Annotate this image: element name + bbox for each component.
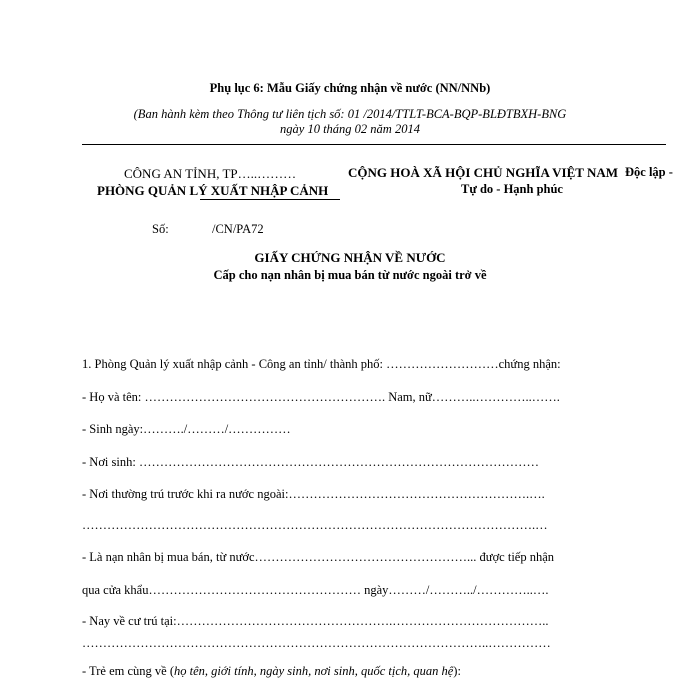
- form-line-permanent-residence: - Nơi thường trú trước khi ra nước ngoài:………………………………………………….….: [82, 487, 545, 501]
- form-line-accompanying-children: [82, 664, 461, 679]
- department-underline: [200, 199, 340, 200]
- national-motto-independence: Độc lập -: [625, 165, 673, 179]
- form-line-full-name: - Họ và tên: …………………………………………………. Nam, nữ………..…………..…….: [82, 390, 560, 404]
- issuing-authority: CÔNG AN TỈNH, TP…..………: [124, 166, 297, 181]
- children-line-suffix: ):: [453, 664, 461, 678]
- document-subtitle-line1: (Ban hành kèm theo Thông tư liên tịch số: 01 /2014/TTLT-BCA-BQP-BLĐTBXH-BNG: [133, 107, 567, 121]
- national-motto: Tự do - Hạnh phúc: [461, 182, 563, 196]
- form-line-birth-date: - Sinh ngày:………./………/……………: [82, 422, 291, 436]
- document-title: Phụ lục 6: Mẫu Giấy chứng nhận về nước (NN/NNb): [209, 81, 491, 95]
- form-line-certifying-office: 1. Phòng Quản lý xuất nhập cảnh - Công an tỉnh/ thành phố: ………………………chứng nhận:: [82, 357, 561, 371]
- form-line-residence-continued: ……………………………………………………………………………………………….…: [82, 518, 548, 532]
- issuing-department: PHÒNG QUẢN LÝ XUẤT NHẬP CẢNH: [97, 183, 329, 198]
- form-line-current-residence-continued: ……………………………………………………………………………………..……………: [82, 636, 551, 650]
- form-line-trafficked-from: - Là nạn nhân bị mua bán, từ nước……………………………………………... được tiếp nhận: [82, 550, 555, 564]
- national-title: CỘNG HOÀ XÃ HỘI CHỦ NGHĨA VIỆT NAM: [348, 165, 619, 180]
- document-number-label: Số:: [152, 222, 169, 236]
- form-line-birth-place: - Nơi sinh: ……………………………………………………………………………………: [82, 455, 539, 469]
- document-number-code: /CN/PA72: [212, 222, 264, 236]
- form-line-current-residence: - Nay về cư trú tại:…………………………………………….………………………………..: [82, 614, 549, 628]
- children-line-details: họ tên, giới tính, ngày sinh, nơi sinh, quốc tịch, quan hệ: [174, 664, 454, 678]
- form-line-border-gate: qua cửa khẩu…………………………………………… ngày………/………../…………..….: [82, 583, 549, 597]
- certificate-subtitle: Cấp cho nạn nhân bị mua bán từ nước ngoài trở về: [213, 268, 487, 282]
- header-divider: [82, 144, 666, 145]
- children-line-prefix: - Trẻ em cùng về (: [82, 664, 174, 678]
- document-subtitle-line2: ngày 10 tháng 02 năm 2014: [280, 122, 420, 136]
- certificate-title: GIẤY CHỨNG NHẬN VỀ NƯỚC: [254, 250, 446, 265]
